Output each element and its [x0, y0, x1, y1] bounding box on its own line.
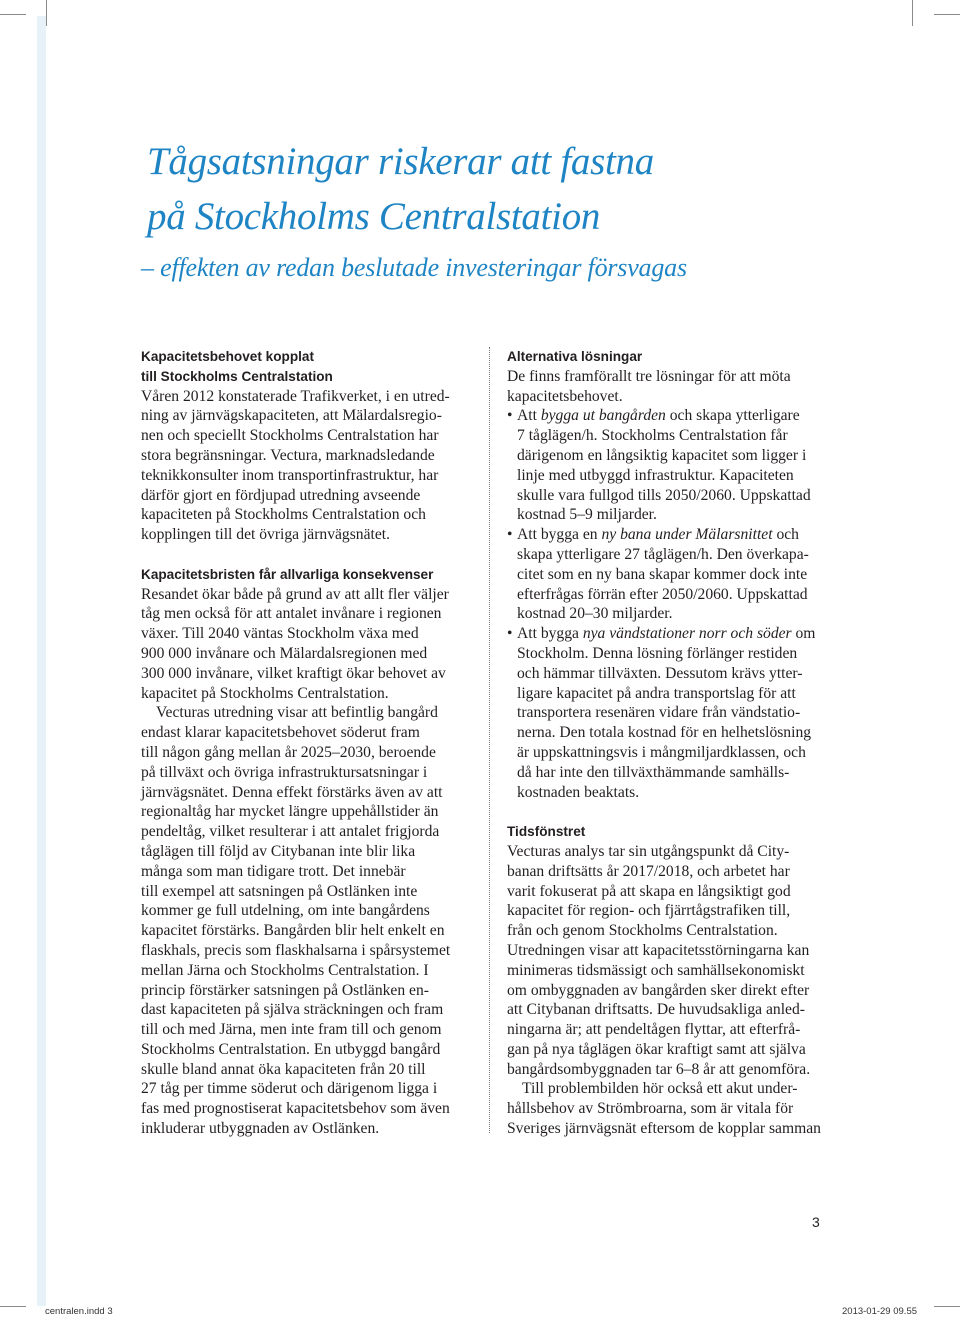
text-line: om ombyggnaden av bangården sker direkt efter — [507, 981, 810, 999]
text-line: växer. Till 2040 väntas Stockholm växa med — [141, 625, 419, 643]
crop-mark — [934, 14, 960, 15]
tidsfonstret-paragraph — [507, 842, 837, 1080]
bullet-continuation: kostnad 5–9 miljarder. — [517, 506, 657, 524]
bullet-emphasis: bygga ut bangården — [540, 407, 666, 425]
left-column — [141, 347, 477, 1139]
text-line: från och genom Stockholms Centralstation. — [507, 922, 778, 940]
text-line: Våren 2012 konstaterade Trafikverket, i en utred- — [141, 387, 450, 405]
crop-mark — [0, 1306, 26, 1307]
bullet-continuation: kostnaden beaktats. — [517, 783, 640, 801]
bullet-icon: • — [507, 625, 513, 643]
text-line: 300 000 invånare, vilket kraftigt ökar behovet av — [141, 664, 446, 682]
tidsfonstret-paragraph-2 — [507, 1079, 837, 1138]
bullet-continuation: linje med utbyggd infrastruktur. Kapaciteten — [517, 466, 794, 484]
bullet-text: Att — [517, 407, 541, 425]
text-line: minimeras tidsmässigt och samhällsekonomiskt — [507, 961, 805, 979]
text-line: Utredningen visar att kapacitetsstörningarna kan — [507, 941, 810, 959]
text-line: kopplingen till det övriga järnvägsnätet. — [141, 526, 391, 544]
bullet-continuation: Stockholm. Denna lösning förlänger restiden — [517, 644, 798, 662]
bullet-emphasis: ny bana under Mälarsnittet — [601, 526, 773, 544]
bullet-item — [507, 406, 837, 426]
text-line: kapacitet för region- och fjärrtågstrafiken till, — [507, 902, 791, 920]
bullet-continuation: transportera resenären vidare från vändstatio- — [517, 704, 801, 722]
crop-mark — [912, 0, 913, 26]
text-line: flaskhals, precis som flaskhalsarna i spårsystemet — [141, 941, 451, 959]
bullet-icon: • — [507, 407, 513, 425]
text-line: hållsbehov av Strömbroarna, som är vitala för — [507, 1100, 794, 1118]
text-line: De finns framförallt tre lösningar för att möta — [507, 367, 791, 385]
text-line: kapacitetsbehovet. — [507, 387, 623, 405]
text-line: varit fokuserat på att skapa en långsiktigt god — [507, 882, 791, 900]
bullet-text: Att bygga — [517, 625, 583, 643]
text-line: kapacitet på Stockholms Centralstation. — [141, 684, 389, 702]
text-line: kapacitet förstärks. Bangården blir helt enkelt en — [141, 922, 445, 940]
bullet-icon: • — [507, 526, 513, 544]
bullet-continuation: nerna. Den totala kostnad för en helhetslösning — [517, 724, 812, 742]
bullet-continuation: efterfrågas förrän efter 2050/2060. Uppskattad — [517, 585, 808, 603]
text-line: dast kapaciteten på själva sträckningen och fram — [141, 1001, 444, 1019]
text-line: regionaltåg har mycket längre uppehållstider än — [141, 803, 439, 821]
text-line: banan driftsätts år 2017/2018, och arbetet har — [507, 862, 790, 880]
text-line: Vecturas analys tar sin utgångspunkt då City- — [507, 842, 790, 860]
text-line: gan på nya tåglägen ökar kraftigt samt att själva — [507, 1040, 806, 1058]
text-line: till och med Järna, men inte fram till och genom — [141, 1021, 442, 1039]
text-line: kapaciteten på Stockholms Centralstation och — [141, 506, 426, 524]
bullet-text: om — [791, 625, 816, 643]
bullet-continuation: då har inte den tillväxthämmande samhälls- — [517, 763, 790, 781]
text-line: skulle bland annat öka kapaciteten från 20 till — [141, 1060, 426, 1078]
text-line: inkluderar utbyggnaden av Ostlänken. — [141, 1120, 380, 1138]
column-divider — [489, 347, 490, 1133]
text-line: att Citybanan driftsatts. De huvudsakliga anled- — [507, 1001, 805, 1019]
section-heading: Tidsfönstret — [507, 824, 586, 840]
text-line: tåg men också för att antalet invånare i regionen — [141, 605, 442, 623]
text-line: teknikkonsulter inom transportinfrastruktur, har — [141, 466, 439, 484]
bullet-list — [507, 406, 837, 802]
paragraph-gap — [141, 545, 477, 565]
text-line: till någon gång mellan år 2025–2030, beroende — [141, 743, 436, 761]
section-heading: Kapacitetsbristen får allvarliga konsekvenser — [141, 566, 434, 582]
text-line: 900 000 invånare och Mälardalsregionen med — [141, 644, 428, 662]
text-line: bangårdsombyggnaden tar 6–8 år att genomföra. — [507, 1060, 811, 1078]
crop-mark — [934, 1306, 960, 1307]
section-heading: till Stockholms Centralstation — [141, 368, 333, 384]
section-heading: Alternativa lösningar — [507, 349, 643, 364]
text-line: till exempel att satsningen på Ostlänken inte — [141, 882, 418, 900]
text-line: därför gjort en fördjupad utredning avseende — [141, 486, 421, 504]
text-line: stora begränsningar. Vectura, marknadsledande — [141, 446, 435, 464]
crop-mark — [46, 0, 47, 26]
page-subtitle: – effekten av redan beslutade investeringar försvagas — [141, 253, 687, 282]
title-line: Tågsatsningar riskerar att fastna — [147, 140, 654, 183]
text-line: Vecturas utredning visar att befintlig bangård — [156, 704, 438, 722]
bullet-text: och — [772, 526, 799, 544]
bullet-continuation: kostnad 20–30 miljarder. — [517, 605, 673, 623]
text-line: pendeltåg, vilket resulterar i att antalet frigjorda — [141, 823, 440, 841]
bullet-item — [507, 624, 837, 644]
text-line: Sveriges järnvägsnät eftersom de kopplar samman — [507, 1120, 821, 1138]
bullet-continuation: citet som en ny bana skapar kommer dock inte — [517, 565, 808, 583]
footer-datetime: 2013-01-29 09.55 — [842, 1306, 918, 1317]
page-title — [147, 134, 654, 244]
footer-filename: centralen.indd 3 — [45, 1306, 113, 1317]
text-line: 27 tåg per timme söderut och därigenom ligga i — [141, 1080, 438, 1098]
bullet-continuation: 7 tåglägen/h. Stockholms Centralstation får — [517, 427, 788, 445]
right-column — [507, 347, 837, 1139]
bullet-text: Att bygga en — [517, 526, 602, 544]
bullet-continuation: skapa ytterligare 27 tåglägen/h. Den överkapa- — [517, 545, 809, 563]
page-number: 3 — [812, 1214, 820, 1230]
bullet-continuation: därigenom en långsiktig kapacitet som ligger i — [517, 446, 807, 464]
text-line: fas med prognostiserat kapacitetsbehov som även — [141, 1100, 450, 1118]
text-line: mellan Järna och Stockholms Centralstation. I — [141, 961, 429, 979]
title-line: på Stockholms Centralstation — [147, 195, 601, 238]
bullet-continuation: skulle vara fullgod tills 2050/2060. Uppskattad — [517, 486, 811, 504]
text-line: ningarna är; att pendeltågen flyttar, att efterfrå- — [507, 1021, 801, 1039]
bullet-emphasis: nya vändstationer norr och söder — [582, 625, 792, 643]
bullet-continuation: är uppskattningsvis i mångmiljardklassen, och — [517, 743, 806, 761]
text-line: Stockholms Centralstation. En utbyggd bangård — [141, 1040, 441, 1058]
crop-mark — [0, 14, 26, 15]
bullet-continuation: ligare kapacitet på andra transportslag för att — [517, 684, 796, 702]
text-line: Till problembilden hör också ett akut under- — [522, 1080, 798, 1098]
text-line: på tillväxt och övriga infrastruktursatsningar i — [141, 763, 428, 781]
side-color-strip — [37, 16, 46, 1306]
text-line: kommer ge full utdelning, om inte bangårdens — [141, 902, 430, 920]
text-line: Resandet ökar både på grund av att allt fler väljer — [141, 585, 449, 603]
bullet-item — [507, 525, 837, 545]
text-line: tåglägen till följd av Citybanan inte blir lika — [141, 842, 416, 860]
bullet-continuation: och hämmar tillväxten. Dessutom krävs ytter- — [517, 664, 803, 682]
text-line: järnvägsnätet. Denna effekt förstärks även av att — [141, 783, 443, 801]
text-line: många som man tidigare trott. Det innebär — [141, 862, 406, 880]
bullet-text: och skapa ytterligare — [665, 407, 800, 425]
text-line: endast klarar kapacitetsbehovet söderut fram — [141, 724, 420, 742]
text-line: ning av järnvägskapaciteten, att Mälardalsregio- — [141, 407, 442, 425]
text-line: princip förstärker satsningen på Ostlänken en- — [141, 981, 429, 999]
text-line: nen och speciellt Stockholms Centralstation har — [141, 427, 439, 445]
paragraph-gap — [507, 802, 837, 822]
section-heading: Kapacitetsbehovet kopplat — [141, 349, 314, 364]
